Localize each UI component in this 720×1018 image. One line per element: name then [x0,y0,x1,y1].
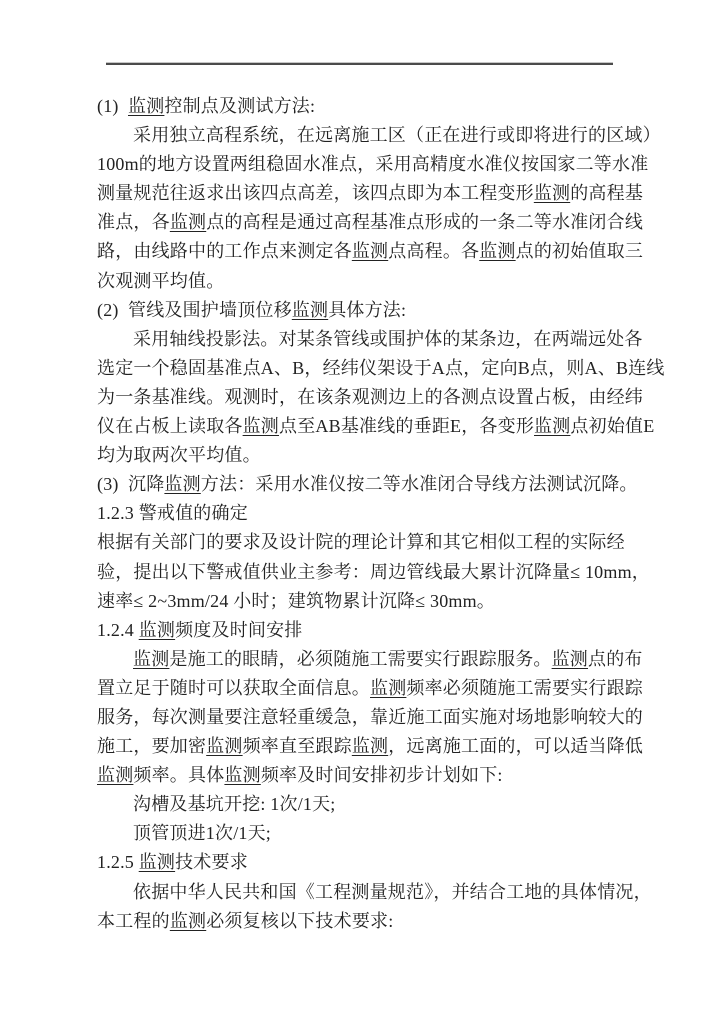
text-segment: 点初始值E [570,416,655,437]
text-line [97,179,644,208]
text-segment: (2) 管线及围护墙顶位移 [97,299,292,320]
underlined-keyword: 监测 [133,648,170,669]
text-line [97,848,637,877]
text-segment: 点至AB基准线的垂距E，各变形 [279,416,535,437]
text-segment: 1.2.3 警戒值的确定 [97,503,248,524]
text-segment: 沟槽及基坑开挖: 1次/1天; [133,794,336,815]
text-segment: 施工，要加密 [97,736,207,757]
text-segment: 频率必须随施工需要实行跟踪 [406,677,644,698]
text-segment: 具体方法: [328,299,407,320]
text-line [97,790,637,819]
text-segment: 本工程的 [97,910,170,931]
underlined-keyword: 监测 [128,96,165,116]
text-segment: 1.2.4 [97,619,139,640]
text-segment: 准点，各 [97,212,170,233]
text-line [97,499,637,528]
text-segment: 技术要求 [175,852,248,873]
underlined-keyword: 监测 [351,241,389,262]
text-segment: 频率。具体 [133,765,225,786]
underlined-keyword: 监测 [479,241,516,262]
text-segment: 是施工的眼睛，必须随施工需要实行跟踪服务。 [169,648,552,669]
text-segment: 采用轴线投影法。对某条管线或围护体的某条边，在两端远处各 [133,328,643,349]
underlined-keyword: 监测 [291,299,329,320]
text-line [97,92,637,121]
underlined-keyword: 监测 [164,474,201,495]
text-segment: 频率直至跟踪 [242,736,352,757]
text-line [97,907,637,936]
text-line [97,237,644,266]
text-segment: 采用独立高程系统，在远离施工区（正在进行或即将进行的区域） [133,125,661,146]
text-line [97,150,649,179]
text-line [97,441,637,470]
text-segment: 100m的地方设置两组稳固水准点，采用高精度水准仪按国家二等水准 [97,154,649,175]
text-segment: 1.2.5 [97,852,139,873]
text-segment: 点的初始值取三 [515,241,644,262]
underlined-keyword: 监测 [551,648,589,669]
text-line [97,819,637,848]
text-line [97,645,643,674]
text-segment: 方法：采用水准仪按二等水准闭合导线方法测试沉降。 [200,474,638,495]
text-line [97,616,637,645]
text-segment: 控制点及测试方法: [164,96,316,116]
page-header-rule [106,62,613,65]
text-segment: 依据中华人民共和国《工程测量规范》，并结合工地的具体情况， [133,881,652,902]
underlined-keyword: 监测 [206,736,243,757]
text-segment: 服务，每次测量要注意轻重缓急，靠近施工面实施对场地影响较大的 [97,706,643,727]
underlined-keyword: 监测 [97,765,134,786]
text-segment: 速率≤ 2~3mm/24 小时；建筑物累计沉降≤ 30mm。 [97,590,495,611]
text-line [97,761,637,790]
text-segment: ，远离施工面的，可以适当降低 [388,736,644,757]
underlined-keyword: 监测 [242,416,280,437]
text-segment: 点高程。各 [388,241,480,262]
underlined-keyword: 监测 [534,416,571,437]
underlined-keyword: 监测 [138,852,176,873]
text-segment: 次观测平均值。 [97,270,225,291]
header-rule-dark-line [106,63,613,65]
text-segment: 频度及时间安排 [175,619,303,640]
text-line [97,558,650,587]
underlined-keyword: 监测 [533,183,571,204]
text-line [97,354,665,383]
text-line [97,383,643,412]
text-segment: 频率及时间安排初步计划如下: [260,765,503,786]
text-line [97,470,637,499]
text-line [97,587,637,616]
text-line [97,732,644,761]
text-segment: 置立足于随时可以获取全面信息。 [97,677,370,698]
underlined-keyword: 监测 [169,212,207,233]
text-segment: 路，由线路中的工作点来测定各 [97,241,352,262]
text-segment: 的高程基 [570,183,644,204]
text-segment: 点的高程是通过高程基准点形成的一条二等水准闭合线 [206,212,644,233]
underlined-keyword: 监测 [370,677,407,698]
text-segment: (3) 沉降 [97,474,165,495]
document-content [97,92,665,936]
text-line [97,878,652,907]
text-segment: (1) [97,96,128,116]
text-line [97,674,644,703]
text-segment: 为一条基准线。观测时，在该条观测边上的各测点设置占板，由经纬 [97,386,643,407]
text-segment: 必须复核以下技术要求: [206,910,394,931]
text-segment: 验，提出以下警戒值供业主参考：周边管线最大累计沉降量≤ 10mm， [97,561,650,582]
text-line [97,267,637,296]
text-segment: 顶管顶进1次/1天; [133,823,272,844]
text-line [97,412,655,441]
text-segment: 选定一个稳固基准点A、B，经纬仪架设于A点，定向B点，则A、B连线 [97,357,665,378]
text-segment: 均为取两次平均值。 [97,445,261,466]
text-segment: 测量规范往返求出该四点高差，该四点即为本工程变形 [97,183,534,204]
text-line [97,121,661,150]
underlined-keyword: 监测 [138,619,176,640]
underlined-keyword: 监测 [224,765,261,786]
text-segment: 仪在占板上读取各 [97,416,243,437]
text-line [97,528,637,557]
text-segment: 根据有关部门的要求及设计院的理论计算和其它相似工程的实际经 [97,532,625,553]
underlined-keyword: 监测 [169,910,207,931]
underlined-keyword: 监测 [351,736,389,757]
text-line [97,703,643,732]
text-segment: 点的布 [588,648,643,669]
text-line [97,296,637,325]
text-line [97,208,644,237]
text-line [97,325,643,354]
